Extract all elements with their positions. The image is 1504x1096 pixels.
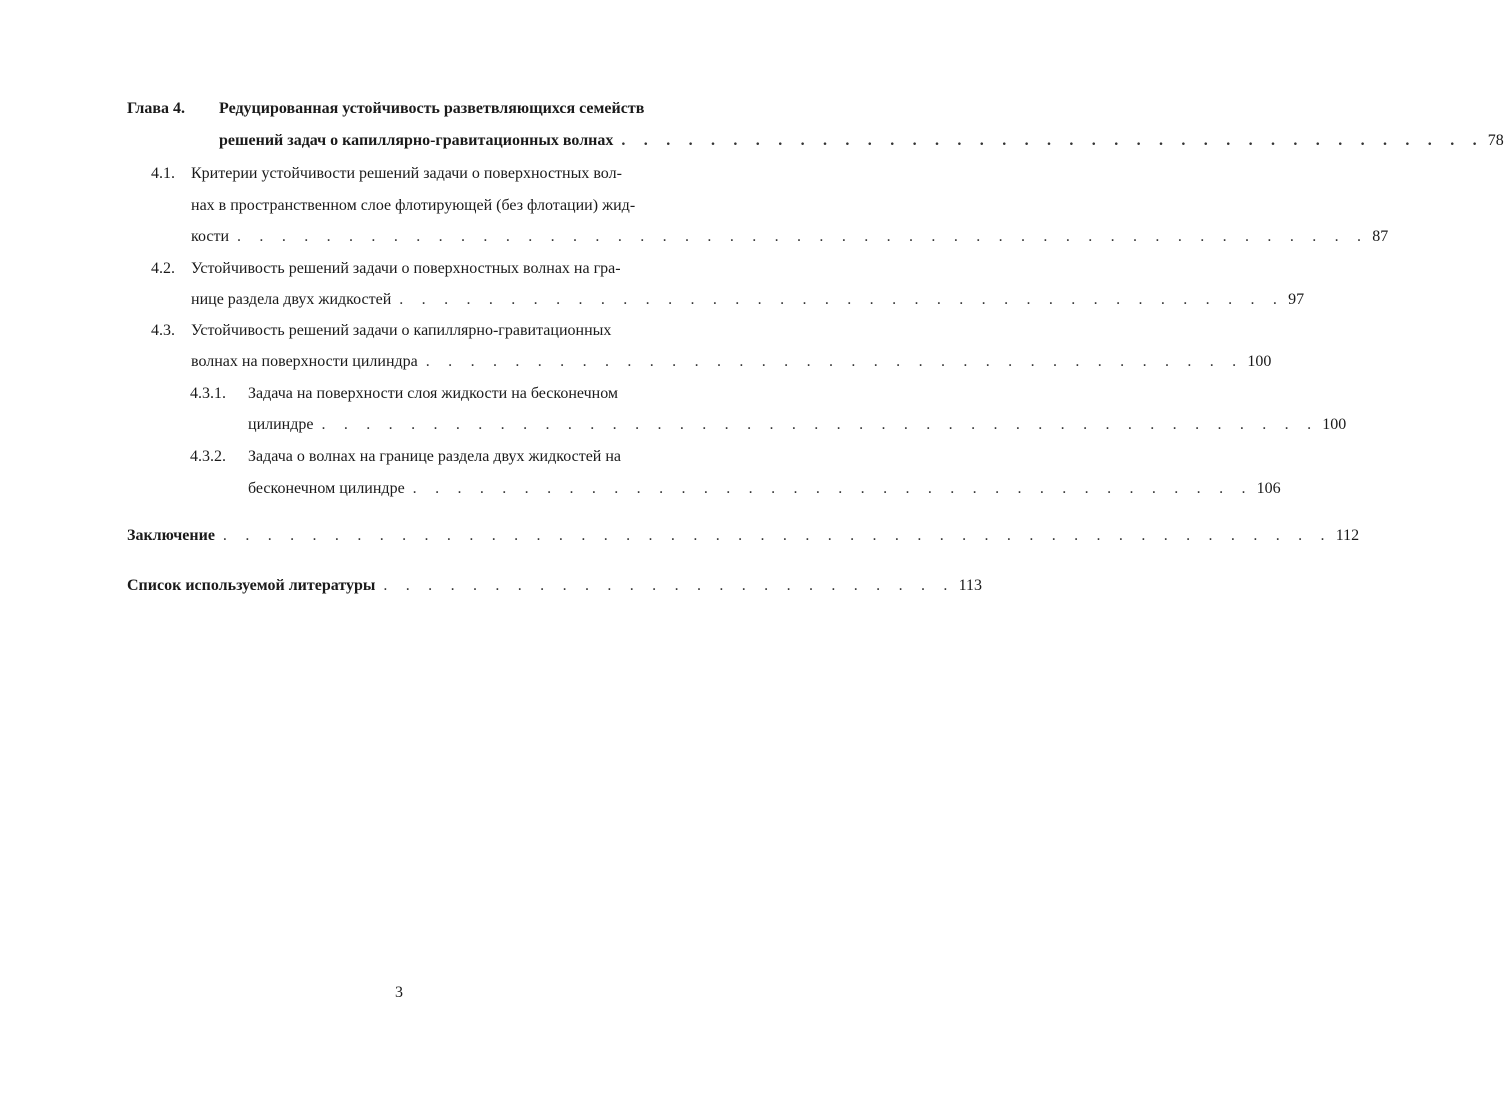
section-4-1-page: 87: [1372, 228, 1389, 245]
section-4-3-2-text-line2: бесконечном цилиндре: [248, 480, 405, 497]
section-4-3-line2: [191, 352, 1272, 372]
section-4-2-page: 97: [1288, 291, 1305, 308]
section-4-1-line2: нах в пространственном слое флотирующей (без флотации) жид-: [191, 197, 636, 214]
section-4-3-2-page: 106: [1256, 480, 1281, 497]
references-title: Список используемой литературы: [127, 577, 376, 594]
section-4-3-2-text-line1: Задача о волнах на границе раздела двух жидкостей на: [248, 448, 622, 465]
page-number: 3: [395, 984, 403, 1001]
section-4-1-number: 4.1.: [151, 165, 175, 182]
section-4-3-1-text-line1: Задача на поверхности слоя жидкости на бесконечном: [248, 385, 619, 402]
conclusion-entry: [127, 526, 1360, 546]
section-4-2-line1: [151, 259, 621, 279]
section-4-3-2-line2: [248, 479, 1281, 499]
section-4-1-line1: [151, 164, 622, 184]
section-4-1-text-line1: Критерии устойчивости решений задачи о поверхностных вол-: [191, 165, 622, 182]
references-page: 113: [958, 577, 982, 594]
leader-dots: . . . . . . . . . . . . . . . . . . . . . . . . . . . . . . . . . . . . . . . .: [399, 291, 1285, 308]
conclusion-page: 112: [1335, 527, 1360, 544]
section-4-1-text-line3: кости: [191, 228, 230, 245]
leader-dots: . . . . . . . . . . . . . . . . . . . . . . . . . . . . . . . . . . . . . .: [412, 480, 1253, 497]
chapter-4-number: Глава 4.: [127, 100, 185, 117]
section-4-3-text-line2: волнах на поверхности цилиндра: [191, 353, 418, 370]
chapter-4-heading-line1: [127, 99, 644, 119]
leader-dots: . . . . . . . . . . . . . . . . . . . . . . . . . . . . . . . . . . . . .: [425, 353, 1244, 370]
section-4-2-line2: [191, 290, 1305, 310]
section-4-2-number: 4.2.: [151, 260, 175, 277]
references-entry: [127, 576, 982, 596]
section-4-3-line1: [151, 321, 611, 341]
chapter-4-title-line2: решений задач о капиллярно-гравитационных волнах: [219, 132, 614, 149]
chapter-4-page: 78: [1487, 132, 1504, 149]
section-4-3-2-number: 4.3.2.: [190, 448, 226, 465]
section-4-3-1-text-line2: цилиндре: [248, 416, 314, 433]
chapter-4-heading-line2: [219, 131, 1504, 151]
section-4-3-1-number: 4.3.1.: [190, 385, 226, 402]
section-4-3-page: 100: [1247, 353, 1272, 370]
leader-dots: . . . . . . . . . . . . . . . . . . . . . . . . . . . . . . . . . . . . . . . . . . . . .: [321, 416, 1319, 433]
leader-dots: . . . . . . . . . . . . . . . . . . . . . . . . . . . . . . . . . . . . . . . . . . . . . . . . . .: [222, 527, 1332, 544]
section-4-3-1-page: 100: [1322, 416, 1347, 433]
section-4-3-2-line1: [190, 447, 621, 467]
leader-dots: . . . . . . . . . . . . . . . . . . . . . . . . . . . . . . . . . . . . . . . . . . . . . . . . . . .: [237, 228, 1369, 245]
chapter-4-title-line1: Редуцированная устойчивость разветвляющихся семейств: [219, 100, 645, 117]
section-4-3-1-line1: [190, 384, 618, 404]
section-4-2-text-line2: нице раздела двух жидкостей: [191, 291, 392, 308]
leader-dots: . . . . . . . . . . . . . . . . . . . . . . . . . .: [383, 577, 955, 594]
section-4-3-text-line1: Устойчивость решений задачи о капиллярно-гравитационных: [191, 322, 612, 339]
conclusion-title: Заключение: [127, 527, 215, 544]
section-4-3-1-line2: [248, 415, 1347, 435]
section-4-3-number: 4.3.: [151, 322, 175, 339]
section-4-2-text-line1: Устойчивость решений задачи о поверхностных волнах на гра-: [191, 260, 621, 277]
section-4-1-line3: [191, 227, 1389, 247]
leader-dots: . . . . . . . . . . . . . . . . . . . . . . . . . . . . . . . . . . . . . . .: [621, 132, 1484, 149]
